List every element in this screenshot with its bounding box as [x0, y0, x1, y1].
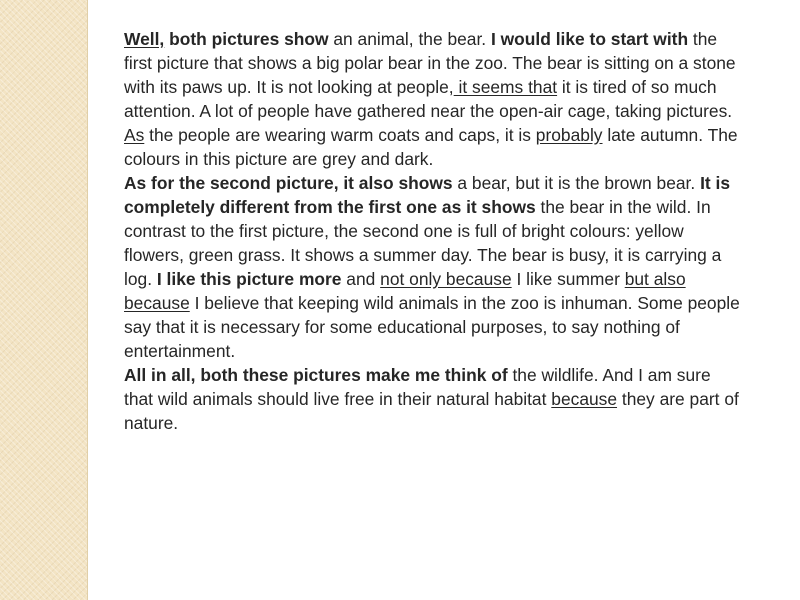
paragraph-second-picture [124, 171, 744, 363]
text-run: not only because [380, 269, 512, 289]
text-run: and [341, 269, 381, 289]
text-run: a bear, but it is the brown bear. [452, 173, 701, 193]
text-run: All in all, both these pictures make me think of [124, 365, 508, 385]
text-run: I believe that keeping wild animals in the zoo is inhuman. Some people say that it is necessary for some educational purposes, to say nothing of entertainment. [124, 293, 740, 361]
text-run: the wildlife. And I am sure that wild animals should live free in their natural habitat [124, 365, 711, 409]
text-run: the people are wearing warm coats and caps, it is [144, 125, 536, 145]
text-run: the bear in the wild. In contrast to the first picture, the second one is full of bright colours: yellow flowers, green grass. It shows a summer day. The bear is busy, it is carrying a log. [124, 197, 722, 289]
text-run: As [124, 125, 145, 145]
text-run: but also because [124, 269, 686, 313]
text-run: it is tired of so much attention. A lot of people have gathered near the open-air cage, taking pictures. [124, 77, 733, 121]
paragraph-conclusion [124, 363, 744, 435]
text-run: I would like to start with [490, 29, 689, 49]
text-run: the first picture that shows a big polar bear in the zoo. The bear is sitting on a stone with its paws up. It is not looking at people, [124, 29, 736, 97]
text-run: it seems that [453, 77, 558, 97]
text-run: I like summer [511, 269, 625, 289]
text-run: late autumn. The colours in this picture are grey and dark. [124, 125, 738, 169]
text-run: Well, [124, 29, 165, 49]
text-run: As for the second picture, it also shows [124, 173, 453, 193]
paragraph-intro [124, 27, 744, 171]
text-run: I like this picture more [156, 269, 342, 289]
decorative-side-strip [0, 0, 88, 600]
text-run: because [551, 389, 618, 409]
text-run: both pictures show [169, 29, 329, 49]
text-run: an animal, the bear. [328, 29, 491, 49]
essay-text [124, 27, 744, 435]
text-run: It is completely different from the first one as it shows [124, 173, 731, 217]
text-run: they are part of nature. [124, 389, 739, 433]
text-run: probably [535, 125, 603, 145]
